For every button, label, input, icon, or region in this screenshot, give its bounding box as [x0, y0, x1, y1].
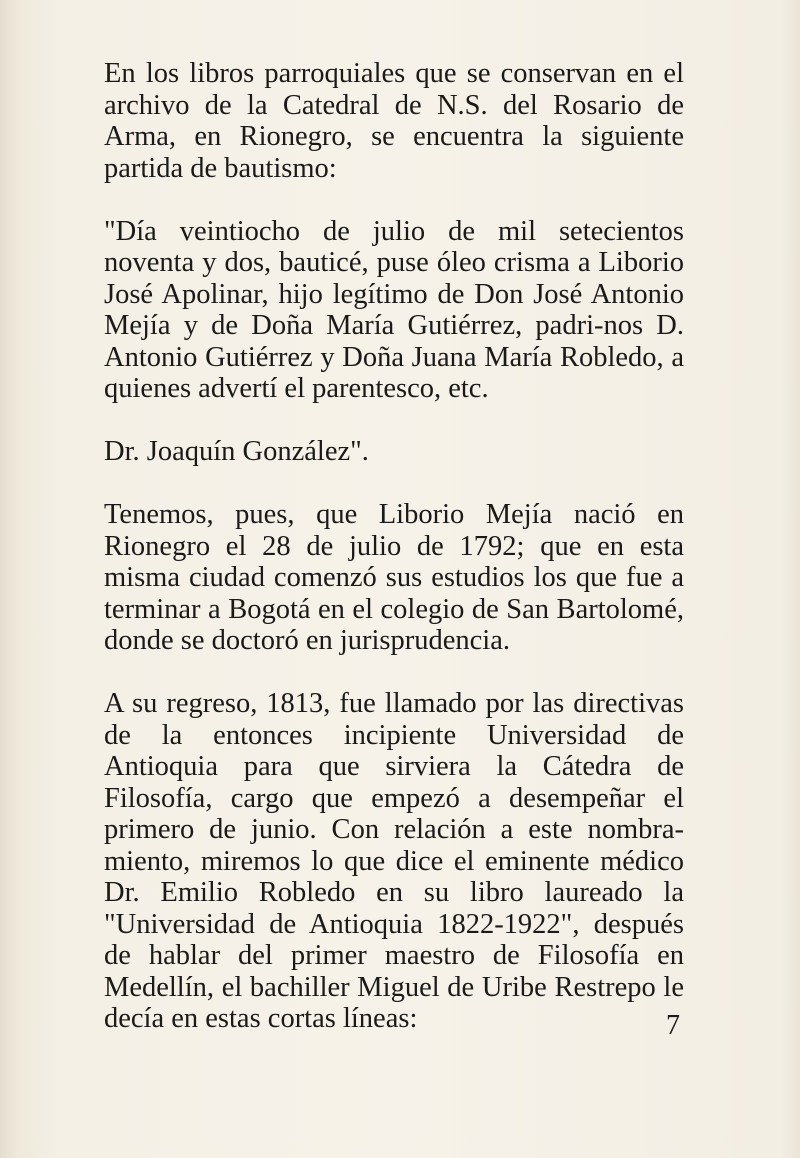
paragraph-baptism-record: "Día veintiocho de julio de mil setecientos noventa y dos, bauticé, puse óleo crisma a Liborio José Apolinar, hijo legítimo de Don José Antonio Mejía y de Doña María Gutiérrez, padri-nos D. Antonio Gutiérrez y Doña Juana María Robledo, a quienes advertí el parentesco, etc. — [104, 215, 684, 404]
page-number: 7 — [666, 1010, 680, 1041]
paragraph-signature: Dr. Joaquín González". — [104, 436, 369, 467]
body-text — [104, 58, 684, 1035]
paragraph-intro: En los libros parroquiales que se conservan en el archivo de la Catedral de N.S. del Rosario de Arma, en Rionegro, se encuentra la siguiente partida de bautismo: — [104, 58, 684, 184]
paragraph-birth: Tenemos, pues, que Liborio Mejía nació en Rionegro el 28 de julio de 1792; que en esta misma ciudad comenzó sus estudios los que fue a terminar a Bogotá en el colegio de San Bartolomé, donde se doctoró en jurisprudencia. — [104, 499, 684, 656]
paragraph-return: A su regreso, 1813, fue llamado por las directivas de la entonces incipiente Universidad de Antioquia para que sirviera la Cátedra de Filosofía, cargo que empezó a desempeñar el primero de junio. Con relación a este nombra-miento, miremos lo que dice el eminente médico Dr. Emilio Robledo en su libro laureado la "Universidad de Antioquia 1822-1922", después de hablar del primer maestro de Filosofía en Medellín, el bachiller Miguel de Uribe Restrepo le decía en estas cortas líneas: — [104, 688, 684, 1034]
